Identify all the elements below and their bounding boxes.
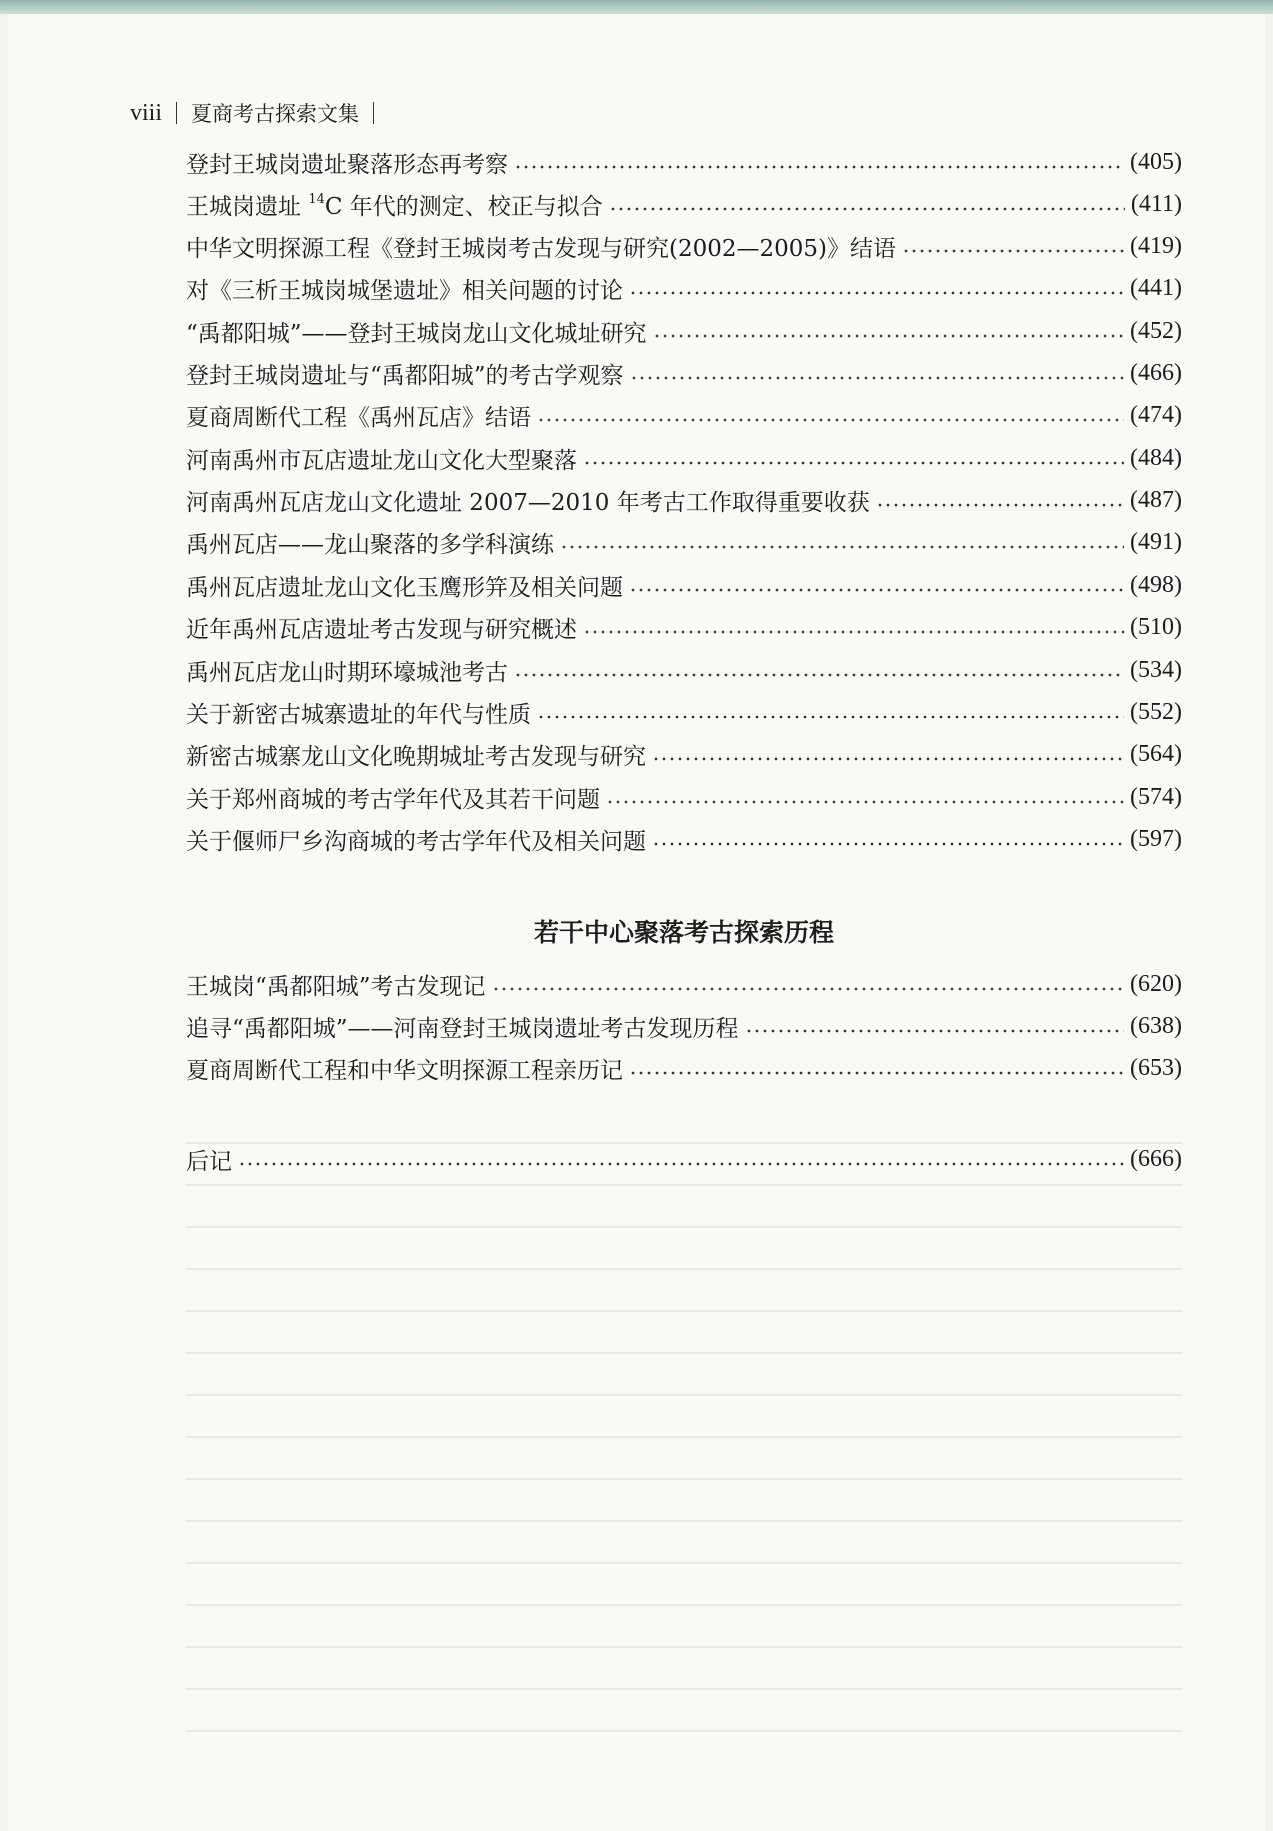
- toc-entry-title: 河南禹州市瓦店遗址龙山文化大型聚落: [186, 447, 577, 474]
- toc-entry[interactable]: [186, 397, 1182, 433]
- toc-entry-title: 近年禹州瓦店遗址考古发现与研究概述: [186, 616, 577, 643]
- toc-entry-title: 王城岗“禹都阳城”考古发现记: [186, 973, 486, 1000]
- toc-entry-page: (574): [1130, 783, 1182, 810]
- toc-entry-title: 禹州瓦店遗址龙山文化玉鹰形笄及相关问题: [186, 574, 623, 601]
- toc-entry[interactable]: [186, 228, 1182, 264]
- toc-entry-page: (452): [1130, 317, 1182, 344]
- dot-leader: [745, 1029, 1124, 1033]
- section-heading: 若干中心聚落考古探索历程: [533, 918, 834, 947]
- toc-entry-page: (484): [1130, 444, 1182, 471]
- toc-entry-title: 王城岗遗址 $^{14}$C 年代的测定、校正与拟合: [186, 191, 603, 220]
- toc-entry[interactable]: [186, 567, 1182, 603]
- toc-entry-page: (441): [1130, 274, 1182, 301]
- dot-leader: [876, 503, 1124, 507]
- toc-entry-page: (491): [1130, 528, 1182, 555]
- toc-entry-title: 登封王城岗遗址与“禹都阳城”的考古学观察: [186, 362, 624, 389]
- dot-leader: [902, 249, 1124, 253]
- toc-entry[interactable]: [186, 694, 1182, 730]
- toc-entry-title: 新密古城寨龙山文化晚期城址考古发现与研究: [186, 743, 646, 770]
- running-head: [130, 96, 388, 130]
- dot-leader: [629, 588, 1124, 592]
- toc-entry[interactable]: [186, 779, 1182, 815]
- toc-entry-title: 河南禹州瓦店龙山文化遗址 2007—2010 年考古工作取得重要收获: [186, 489, 870, 516]
- toc-entry-page: (653): [1130, 1054, 1182, 1081]
- book-title: 夏商考古探索文集: [191, 102, 360, 126]
- toc-entry-title: 关于新密古城寨遗址的年代与性质: [186, 701, 531, 728]
- dot-leader: [514, 673, 1124, 677]
- toc-entry-title: 追寻“禹都阳城”——河南登封王城岗遗址考古发现历程: [186, 1015, 739, 1042]
- toc-entry-title: 禹州瓦店龙山时期环壕城池考古: [186, 659, 508, 686]
- toc-entry-title: “禹都阳城”——登封王城岗龙山文化城址研究: [186, 320, 647, 347]
- dot-leader: [629, 1071, 1124, 1075]
- toc-entry[interactable]: [186, 186, 1182, 222]
- toc-entry-page: (620): [1130, 970, 1182, 997]
- toc-entry[interactable]: [186, 652, 1182, 688]
- dot-leader: [537, 715, 1124, 719]
- toc-entry-page: (474): [1130, 401, 1182, 428]
- toc-entry-title: 关于偃师尸乡沟商城的考古学年代及相关问题: [186, 828, 646, 855]
- dot-leader: [652, 842, 1124, 846]
- toc-entry[interactable]: [186, 1050, 1182, 1086]
- toc-entry-title: 夏商周断代工程和中华文明探源工程亲历记: [186, 1057, 623, 1084]
- toc-entry-page: (411): [1130, 190, 1182, 217]
- toc-entry-title: 关于郑州商城的考古学年代及其若干问题: [186, 786, 600, 813]
- toc-entry-page: (466): [1130, 359, 1182, 386]
- toc-entry[interactable]: [186, 270, 1182, 306]
- toc-entry-page: (534): [1130, 656, 1182, 683]
- toc-entry-title: 对《三析王城岗城堡遗址》相关问题的讨论: [186, 277, 623, 304]
- toc-entry-page: (510): [1130, 613, 1182, 640]
- dot-leader: [583, 630, 1124, 634]
- toc-entry[interactable]: [186, 736, 1182, 772]
- toc-entry[interactable]: [186, 144, 1182, 180]
- header-divider: [373, 102, 374, 124]
- dot-leader: [629, 291, 1124, 295]
- toc-entry[interactable]: [186, 524, 1182, 560]
- toc-entry[interactable]: [186, 966, 1182, 1002]
- toc-entry-title: 后记: [186, 1148, 232, 1175]
- dot-leader: [537, 418, 1124, 422]
- toc-entry[interactable]: [186, 1008, 1182, 1044]
- dot-leader: [630, 376, 1124, 380]
- dot-leader: [606, 800, 1124, 804]
- toc-entry-page: (564): [1130, 740, 1182, 767]
- dot-leader: [514, 165, 1124, 169]
- header-divider: [176, 102, 177, 124]
- page-folio: viii: [130, 99, 163, 126]
- toc-entry[interactable]: [186, 482, 1182, 518]
- toc-entry-title: 禹州瓦店——龙山聚落的多学科演练: [186, 531, 554, 558]
- toc-entry[interactable]: [186, 313, 1182, 349]
- toc-entry-title: 登封王城岗遗址聚落形态再考察: [186, 151, 508, 178]
- toc-entry[interactable]: [186, 821, 1182, 857]
- dot-leader: [652, 757, 1124, 761]
- toc-entry[interactable]: [186, 440, 1182, 476]
- toc-entry-page: (498): [1130, 571, 1182, 598]
- toc-entry-page: (419): [1130, 232, 1182, 259]
- dot-leader: [492, 987, 1124, 991]
- toc-entry-page: (405): [1130, 148, 1182, 175]
- toc-entry-page: (552): [1130, 698, 1182, 725]
- dot-leader: [609, 207, 1125, 211]
- toc-entry-title: 夏商周断代工程《禹州瓦店》结语: [186, 404, 531, 431]
- dot-leader: [583, 461, 1124, 465]
- toc-entry-page: (487): [1130, 486, 1182, 513]
- toc-entry[interactable]: [186, 609, 1182, 645]
- toc-entry[interactable]: [186, 355, 1182, 391]
- toc-entry-page: (638): [1130, 1012, 1182, 1039]
- toc-entry-page: (666): [1130, 1145, 1182, 1172]
- dot-leader: [560, 545, 1124, 549]
- bleed-through-texture: [186, 1120, 1182, 1760]
- toc-entry-title: 中华文明探源工程《登封王城岗考古发现与研究(2002—2005)》结语: [186, 235, 897, 262]
- book-edge-band: [0, 0, 1273, 14]
- toc-entry-page: (597): [1130, 825, 1182, 852]
- dot-leader: [653, 334, 1124, 338]
